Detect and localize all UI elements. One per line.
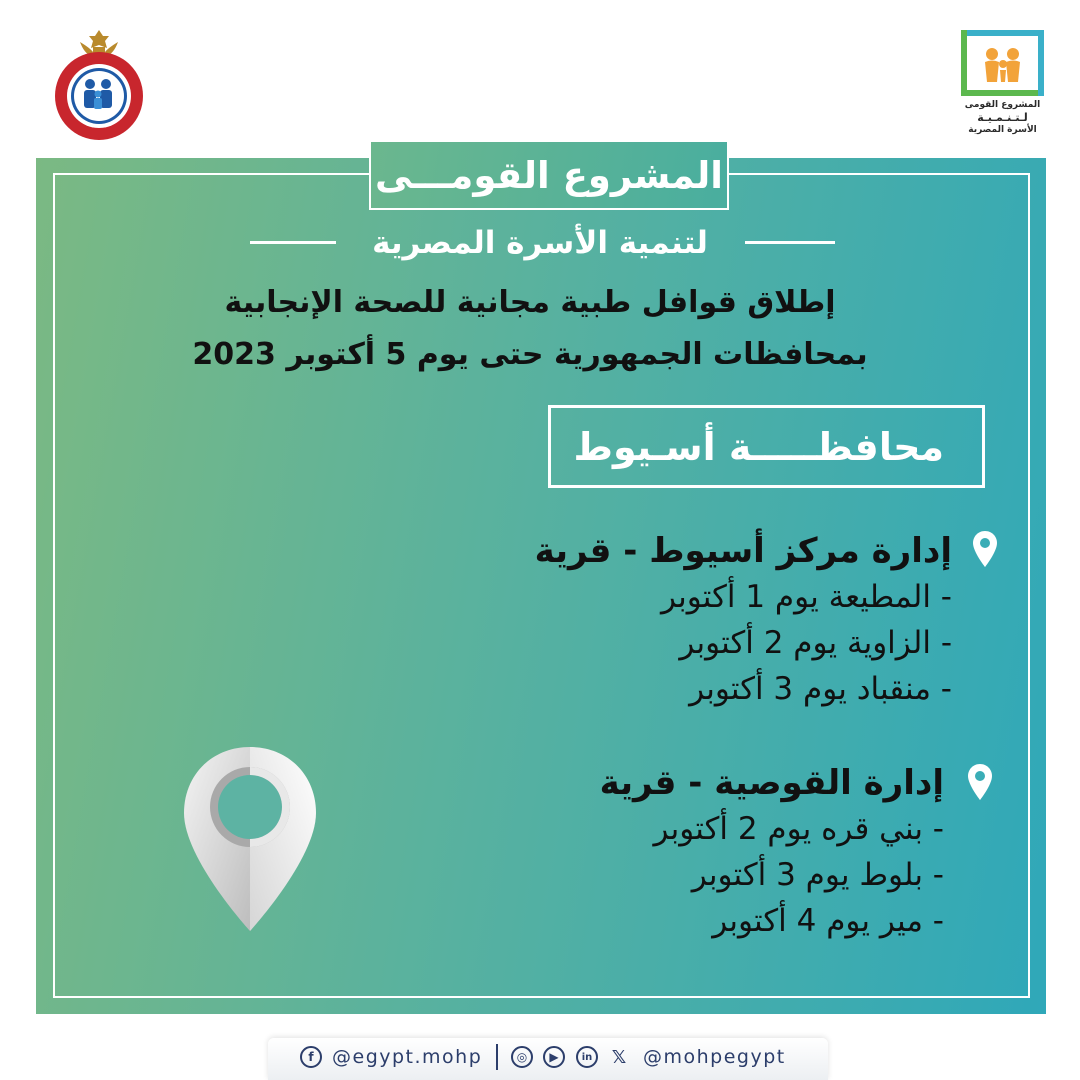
village-item: - بني قره يوم 2 أكتوبر: [653, 811, 944, 847]
subtitle-divider-right: [745, 241, 835, 244]
village-item: - بلوط يوم 3 أكتوبر: [691, 857, 944, 893]
large-location-pin-icon: [182, 745, 318, 935]
location-pin-icon: [967, 763, 993, 805]
title-box: [369, 140, 729, 210]
district-title: إدارة القوصية - قرية: [599, 763, 944, 803]
project-logo-line1: المشروع القومى: [964, 100, 1041, 110]
village-item: - مير يوم 4 أكتوبر: [712, 903, 944, 939]
x-icon[interactable]: 𝕏: [611, 1046, 627, 1068]
page-title: المشروع القومـــى: [375, 153, 723, 197]
page-subtitle: لتنمية الأسرة المصرية: [372, 225, 708, 261]
facebook-handle[interactable]: @egypt.mohp: [332, 1046, 483, 1068]
village-item: - المطيعة يوم 1 أكتوبر: [661, 579, 952, 615]
village-item: - الزاوية يوم 2 أكتوبر: [679, 625, 952, 661]
subtitle-divider-left: [250, 241, 336, 244]
district-title: إدارة مركز أسيوط - قرية: [534, 531, 952, 571]
social-handle[interactable]: @mohpegypt: [643, 1046, 786, 1068]
footer-divider: [496, 1044, 498, 1070]
family-project-logo: [955, 28, 1050, 150]
ministry-of-health-logo: [50, 28, 148, 140]
headline-line1: إطلاق قوافل طبية مجانية للصحة الإنجابية: [224, 285, 836, 320]
youtube-icon[interactable]: ▶: [543, 1046, 565, 1068]
instagram-icon[interactable]: ◎: [511, 1046, 533, 1068]
project-logo-line3: الأسرة المصرية: [968, 125, 1037, 135]
linkedin-icon[interactable]: in: [576, 1046, 598, 1068]
district-section-2: [600, 760, 944, 944]
district-section-1: [535, 528, 952, 712]
governorate-label: محافظـــــة أسـيوط: [573, 424, 944, 469]
project-logo-line2: لـتـنـمـيـة: [977, 111, 1028, 125]
subtitle-wrap: [340, 218, 740, 268]
headline-line2: بمحافظات الجمهورية حتى يوم 5 أكتوبر 2023: [192, 337, 868, 372]
village-item: - منقباد يوم 3 أكتوبر: [689, 671, 952, 707]
location-pin-icon: [972, 530, 998, 572]
governorate-box: [548, 405, 985, 488]
facebook-icon[interactable]: f: [300, 1046, 322, 1068]
